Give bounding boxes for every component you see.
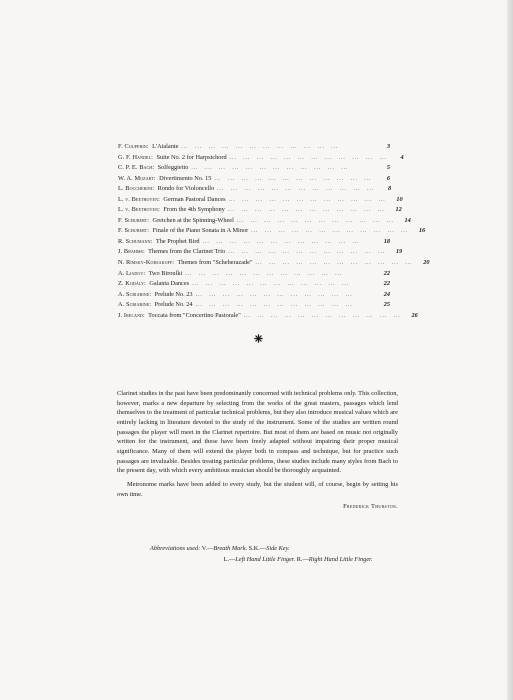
page-edge: [507, 0, 513, 700]
work-title: Rondo for Violoncello: [157, 185, 215, 193]
abbreviation-key: L.—: [223, 555, 236, 563]
work-title: Finale of the Piano Sonata in A Minor: [152, 227, 249, 235]
composer-name: W. A. Mozart: [118, 174, 154, 182]
composer-name: A. Scriabine: [118, 290, 150, 298]
contents-row: [118, 311, 418, 322]
signature: Frederick Thurston.: [343, 503, 398, 510]
table-of-contents: [118, 142, 430, 321]
contents-entry: F. Schubert: Finale of the Piano Sonata in A Minor: [118, 227, 249, 235]
contents-entry: G. F. Handel: Suite No. 2 for Harpsichord: [118, 153, 227, 161]
contents-row: [118, 269, 390, 280]
contents-entry: R. Schumann: The Prophet Bird: [118, 237, 200, 245]
page-number: 4: [400, 153, 404, 161]
composer-name: F. Couperin: [118, 143, 147, 150]
contents-row: [118, 247, 403, 258]
contents-entry: N. Rimsky-Korsakoff: Themes from "Scheherazade": [118, 259, 253, 267]
composer-name: L. v. Beethoven: [118, 195, 159, 203]
abbreviation-key: S.K.—: [248, 545, 267, 552]
composer-name: J. Brahms: [118, 248, 143, 256]
work-title: Prelude No. 23: [154, 290, 193, 298]
preface: [117, 389, 398, 499]
abbreviations-note: [150, 544, 410, 565]
fleuron-icon: [254, 334, 263, 343]
page-number: 5: [386, 164, 390, 172]
contents-entry: J. Ireland: Toccata from "Concertino Pastorale": [118, 311, 241, 319]
composer-name: G. F. Handel: [118, 153, 152, 161]
dot-leader: ... ... ... ... ... ... ... ... ... ... ... ...: [195, 291, 353, 298]
composer-name: L. Boccherini: [118, 185, 153, 193]
work-title: From the 4th Symphony: [163, 206, 225, 214]
contents-row: [118, 279, 390, 290]
page-number: 25: [383, 301, 390, 309]
work-title: Solfeggietto: [157, 164, 189, 172]
page-number: 22: [383, 269, 390, 277]
contents-row: [118, 216, 411, 227]
abbreviations-row: [150, 544, 410, 555]
contents-row: [118, 174, 390, 185]
contents-entry: F. Schubert: Gretchen at the Spinning-Wheel: [118, 216, 234, 224]
contents-row: [118, 163, 390, 174]
composer-name: F. Schubert: [118, 216, 148, 224]
page-number: 6: [386, 174, 390, 182]
work-title: L'Atalante: [152, 143, 179, 150]
page-number: 3: [386, 143, 390, 150]
dot-leader: ... ... ... ... ... ... ... ... ... ... ... ...: [229, 154, 387, 161]
page-number: 24: [383, 290, 390, 298]
page-number: 20: [423, 259, 430, 267]
contents-row: [118, 226, 426, 237]
contents-row: [118, 290, 390, 301]
dot-leader: ... ... ... ... ... ... ... ... ... ... ... ...: [236, 217, 394, 224]
abbreviation-term: Right Hand Little Finger.: [308, 555, 373, 563]
contents-entry: C. P. E. Bach: Solfeggietto: [118, 164, 189, 172]
work-title: Themes from the Clarinet Trio: [148, 248, 226, 256]
contents-entry: A. Liadov: Two Biroulki: [118, 269, 183, 277]
contents-row: [118, 142, 390, 153]
composer-name: R. Schumann: [118, 237, 151, 245]
page-number: 16: [418, 227, 426, 235]
abbreviation-key: V.—: [201, 545, 214, 552]
composer-name: Z. Kodály: [118, 280, 145, 288]
work-title: Toccata from "Concertino Pastorale": [148, 311, 241, 319]
dot-leader: ... ... ... ... ... ... ... ... ... ... ... ...: [243, 312, 401, 319]
dot-leader: ... ... ... ... ... ... ... ... ... ... ... ...: [228, 196, 386, 203]
page-number: 8: [387, 185, 392, 193]
contents-row: [118, 205, 402, 216]
page-number: 12: [395, 206, 402, 214]
composer-name: L. v. Beethoven: [118, 206, 159, 214]
contents-row: [118, 184, 390, 195]
composer-name: C. P. E. Bach: [118, 164, 153, 172]
work-title: Two Biroulki: [148, 269, 183, 277]
dot-leader: ... ... ... ... ... ... ... ... ... ... ... ...: [185, 270, 343, 277]
dot-leader: ... ... ... ... ... ... ... ... ... ... ... ...: [191, 165, 349, 172]
preface-paragraph: Clarinet studies in the past have been predominantly concerned with technical problems only. This collection, however, marks a new departure by selecting from the works of the great masters, passages which lend themselves to the treatment of particular technical problems, but they also introduce musical values which are entirely lacking in literature devoted to the study of the instrument. Some of the studies are written round passages the player will meet in the Clarinet repertoire. But most of them are based on music not originally written for the instrument, and these have been freely adapted without impairing their proper musical significance. Many of them will extend the player both in compass and technique, but for practice such passages are invaluable. Besides treating particular problems, these studies include many styles from Bach to the present day, with which every ambitious musician should be thoroughly acquainted.: [117, 390, 398, 475]
preface-paragraph: Metronome marks have been added to every study, but the student will, of course, begin by setting his own time.: [117, 480, 398, 498]
work-title: Gretchen at the Spinning-Wheel: [152, 216, 234, 224]
work-title: Divertimento No. 15: [159, 174, 212, 182]
contents-entry: L. v. Beethoven: German Pastoral Dances: [118, 195, 226, 203]
composer-name: A. Scriabine: [118, 301, 150, 309]
abbreviation-term: Breath Mark.: [213, 545, 248, 552]
contents-entry: L. v. Beethoven: From the 4th Symphony: [118, 206, 225, 214]
abbreviation-key: R.—: [296, 555, 309, 563]
composer-name: N. Rimsky-Korsakoff: [118, 259, 173, 267]
composer-name: F. Schubert: [118, 227, 148, 235]
dot-leader: ... ... ... ... ... ... ... ... ... ... ... ...: [195, 302, 353, 309]
page-number: 14: [404, 216, 411, 224]
page-number: 18: [383, 237, 390, 245]
dot-leader: ... ... ... ... ... ... ... ... ... ... ... ...: [181, 144, 339, 150]
contents-entry: Z. Kodály: Galanta Dances: [118, 280, 190, 288]
page-number: 22: [383, 280, 390, 288]
page-number: 10: [396, 195, 403, 203]
contents-entry: A. Scriabine: Prelude No. 23: [118, 290, 193, 298]
page-number: 19: [395, 248, 403, 256]
dot-leader: ... ... ... ... ... ... ... ... ... ... ... ...: [202, 238, 360, 245]
work-title: The Prophet Bird: [155, 237, 200, 245]
work-title: Themes from "Scheherazade": [177, 259, 253, 267]
contents-row: [118, 237, 390, 248]
dot-leader: ... ... ... ... ... ... ... ... ... ... ... ...: [228, 249, 386, 256]
work-title: Suite No. 2 for Harpsichord: [156, 153, 227, 161]
work-title: Galanta Dances: [149, 280, 190, 288]
dot-leader: ... ... ... ... ... ... ... ... ... ... ... ...: [251, 228, 409, 235]
work-title: Prelude No. 24: [154, 301, 193, 309]
dot-leader: ... ... ... ... ... ... ... ... ... ... ... ...: [227, 207, 385, 214]
contents-row: [118, 300, 390, 311]
abbreviations-row: [150, 555, 410, 566]
contents-row: [118, 258, 430, 269]
dot-leader: ... ... ... ... ... ... ... ... ... ... ... ...: [255, 260, 413, 267]
contents-entry: W. A. Mozart: Divertimento No. 15: [118, 174, 212, 182]
abbreviation-term: Side Key.: [266, 545, 290, 552]
abbreviations-label: Abbreviations used:: [150, 545, 201, 552]
contents-entry: L. Boccherini: Rondo for Violoncello: [118, 185, 215, 193]
contents-row: [118, 153, 404, 164]
contents-entry: A. Scriabine: Prelude No. 24: [118, 301, 193, 309]
abbreviation-term: Left Hand Little Finger.: [235, 555, 296, 563]
dot-leader: ... ... ... ... ... ... ... ... ... ... ... ...: [214, 175, 372, 182]
dot-leader: ... ... ... ... ... ... ... ... ... ... ... ...: [192, 281, 350, 288]
contents-row: [118, 195, 403, 206]
composer-name: J. Ireland: [118, 311, 143, 319]
dot-leader: ... ... ... ... ... ... ... ... ... ... ... ...: [217, 186, 375, 193]
composer-name: A. Liadov: [118, 269, 144, 277]
work-title: German Pastoral Dances: [163, 195, 226, 203]
contents-entry: F. Couperin: L'Atalante: [118, 143, 179, 150]
page-number: 26: [411, 311, 418, 319]
contents-entry: J. Brahms: Themes from the Clarinet Trio: [118, 248, 226, 256]
